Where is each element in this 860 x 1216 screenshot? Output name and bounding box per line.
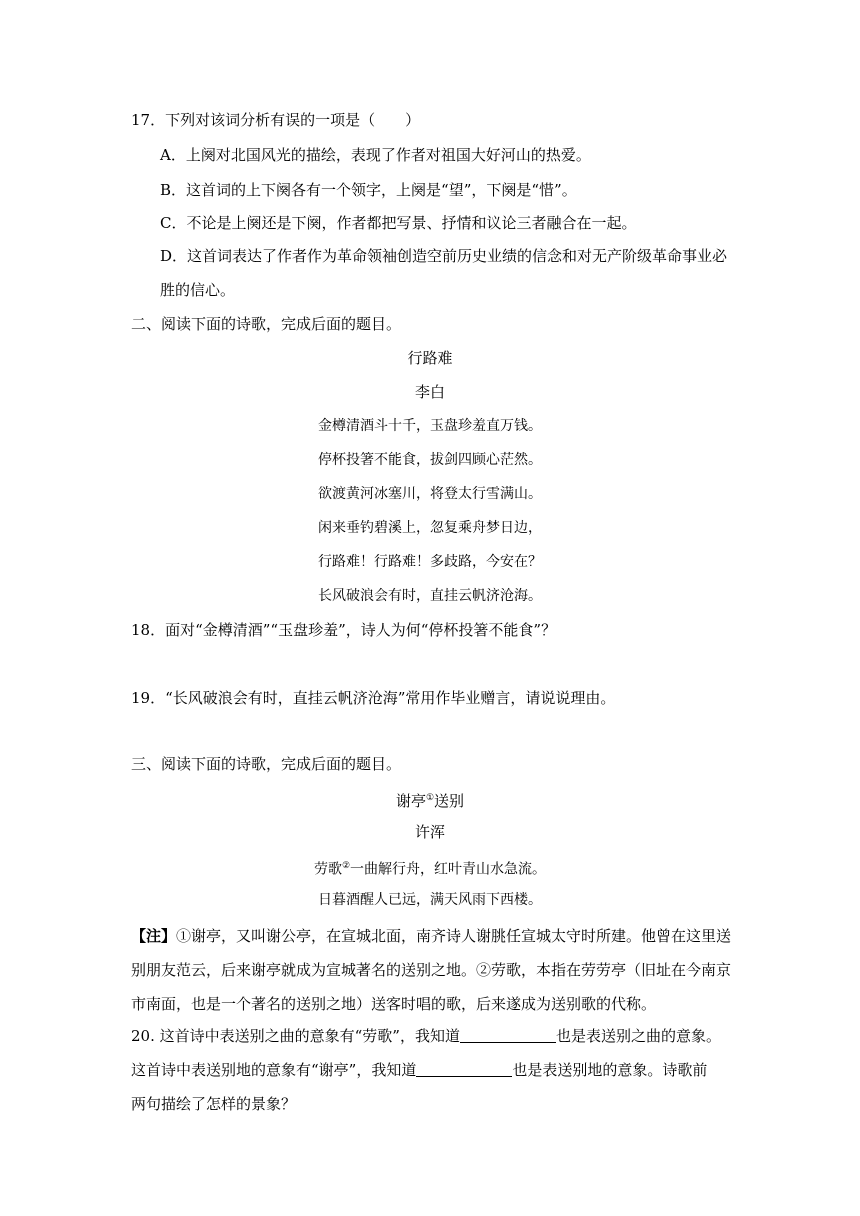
question-17-option-d-continued: 胜的信心。 bbox=[160, 281, 236, 299]
question-20-text: 也是表送别之曲的意象。 bbox=[555, 1027, 721, 1045]
annotation-label: 【注】 bbox=[131, 927, 177, 945]
question-18: 18．面对“金樽清酒”“玉盘珍羞”，诗人为何“停杯投箸不能食”？ bbox=[131, 621, 557, 639]
poem-line: 金樽清酒斗十千，玉盘珍羞直万钱。 bbox=[318, 418, 542, 434]
question-20-text: 这首诗中表送别地的意象有“谢亭”，我知道 bbox=[131, 1061, 417, 1079]
section-3-heading: 三、阅读下面的诗歌，完成后面的题目。 bbox=[131, 755, 402, 773]
poem-line: 欲渡黄河冰塞川，将登太行雪满山。 bbox=[318, 486, 542, 502]
section-2-heading: 二、阅读下面的诗歌，完成后面的题目。 bbox=[131, 315, 402, 333]
poem-line: 停杯投箸不能食，拔剑四顾心茫然。 bbox=[318, 452, 542, 468]
poem-line: 行路难！行路难！多歧路，今安在？ bbox=[318, 554, 542, 570]
footnote-marker: ① bbox=[425, 793, 435, 803]
poem-title-part: 送别 bbox=[434, 792, 465, 810]
poem-line-part: 劳歌 bbox=[313, 861, 342, 878]
question-20-line-1 bbox=[131, 1026, 721, 1046]
footnote-marker: ② bbox=[341, 861, 351, 871]
annotation-continued: 市南面，也是一个著名的送别之地）送客时唱的歌，后来遂成为送别歌的代称。 bbox=[131, 995, 657, 1013]
question-20-line-2 bbox=[131, 1060, 707, 1080]
question-20-text: 也是表送别地的意象。诗歌前 bbox=[512, 1061, 708, 1079]
answer-blank-song[interactable] bbox=[460, 1028, 556, 1043]
question-17-option-c: C．不论是上阕还是下阕，作者都把写景、抒情和议论三者融合在一起。 bbox=[160, 214, 637, 232]
poem-author: 李白 bbox=[414, 383, 445, 401]
question-17-option-a: A．上阕对北国风光的描绘，表现了作者对祖国大好河山的热爱。 bbox=[160, 146, 591, 164]
answer-blank-place[interactable] bbox=[416, 1062, 512, 1077]
question-19: 19．“长风破浪会有时，直挂云帆济沧海”常用作毕业赠言，请说说理由。 bbox=[131, 689, 616, 707]
question-17-option-b: B．这首词的上下阕各有一个领字，上阕是“望”，下阕是“惜”。 bbox=[160, 181, 577, 199]
annotation-text: ①谢亭，又叫谢公亭，在宣城北面，南齐诗人谢朓任宣城太守时所建。他曾在这里送 bbox=[176, 927, 732, 945]
poem-line-part: 一曲解行舟，红叶青山水急流。 bbox=[350, 861, 547, 878]
poem-line: 日暮酒醒人已远，满天风雨下西楼。 bbox=[318, 892, 542, 908]
annotation-continued: 别朋友范云，后来谢亭就成为宣城著名的送别之地。②劳歌，本指在劳劳亭（旧址在今南京 bbox=[131, 961, 732, 979]
annotation bbox=[131, 926, 731, 946]
poem-line bbox=[0, 856, 860, 880]
poem-title: 行路难 bbox=[407, 349, 453, 367]
poem-line: 长风破浪会有时，直挂云帆济沧海。 bbox=[318, 588, 542, 604]
question-17-option-d: D．这首词表达了作者作为革命领袖创造空前历史业绩的信念和对无产阶级革命事业必 bbox=[160, 247, 728, 265]
poem-author: 许浑 bbox=[414, 823, 445, 841]
question-20-line-3: 两句描绘了怎样的景象？ bbox=[131, 1095, 297, 1113]
question-20-text: 20. 这首诗中表送别之曲的意象有“劳歌”，我知道 bbox=[131, 1027, 460, 1045]
poem-title-part: 谢亭 bbox=[395, 792, 426, 810]
poem-line: 闲来垂钓碧溪上，忽复乘舟梦日边， bbox=[318, 520, 542, 536]
poem-title bbox=[0, 788, 860, 811]
question-17-stem: 17．下列对该词分析有误的一项是（ ） bbox=[131, 111, 421, 129]
